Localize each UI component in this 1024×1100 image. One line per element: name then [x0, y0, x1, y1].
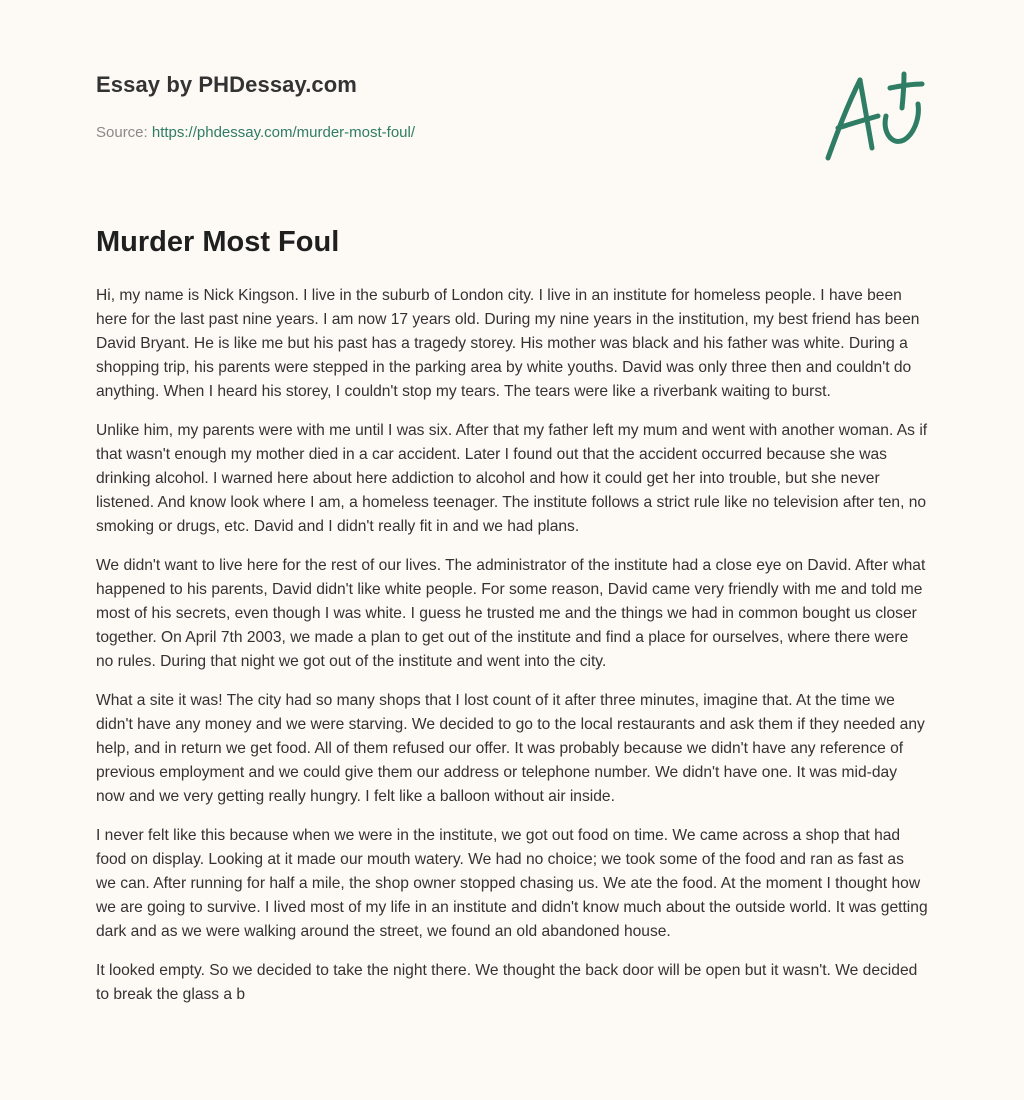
- a-plus-logo-svg: [818, 66, 930, 166]
- a-plus-logo-icon: [818, 66, 930, 166]
- essay-paragraph: Unlike him, my parents were with me until I was six. After that my father left my mum and went with another woman. As if that wasn't enough my mother died in a car accident. Later I found out that the accident occurred because she was drinking alcohol. I warned here about here addiction to alcohol and how it could get her into trouble, but she never listened. And know look where I am, a homeless teenager. The institute follows a strict rule like no television after ten, no smoking or drugs, etc. David and I didn't really fit in and we had plans.: [96, 422, 928, 535]
- source-label: Source:: [96, 124, 148, 141]
- essay-paragraph: Hi, my name is Nick Kingson. I live in the suburb of London city. I live in an institute for homeless people. I have been here for the last past nine years. I am now 17 years old. During my nine years in the institution, my best friend has been David Bryant. He is like me but his past has a tragedy storey. His mother was black and his father was white. During a shopping trip, his parents were stepped in the parking area by white youths. David was only three then and couldn't do anything. When I heard his storey, I couldn't stop my tears. The tears were like a riverbank waiting to burst.: [96, 287, 920, 400]
- source-line: [96, 124, 415, 141]
- site-title: Essay by PHDessay.com: [96, 72, 357, 97]
- essay-paragraph: It looked empty. So we decided to take the night there. We thought the back door will be open but it wasn't. We decided to break the glass a b: [96, 962, 918, 1003]
- page-header: [96, 72, 928, 141]
- essay-body: [96, 284, 928, 1022]
- source-link[interactable]: https://phdessay.com/murder-most-foul/: [151, 124, 416, 141]
- essay-title: Murder Most Foul: [96, 226, 340, 258]
- essay-paragraph: We didn't want to live here for the rest of our lives. The administrator of the institute had a close eye on David. After what happened to his parents, David didn't like white people. For some reason, David came very friendly with me and told me most of his secrets, even though I was white. I guess he trusted me and the things we had in common bought us closer together. On April 7th 2003, we made a plan to get out of the institute and find a place for ourselves, where there were no rules. During that night we got out of the institute and went into the city.: [96, 557, 926, 670]
- essay-paragraph: I never felt like this because when we were in the institute, we got out food on time. We came across a shop that had food on display. Looking at it made our mouth watery. We had no choice; we took some of the food and ran as fast as we can. After running for half a mile, the shop owner stopped chasing us. We ate the food. At the moment I thought how we are going to survive. I lived most of my life in an institute and didn't know much about the outside world. It was getting dark and as we were walking around the street, we found an old abandoned house.: [96, 827, 928, 940]
- essay-paragraph: What a site it was! The city had so many shops that I lost count of it after three minutes, imagine that. At the time we didn't have any money and we were starving. We decided to go to the local restaurants and ask them if they needed any help, and in return we get food. All of them refused our offer. It was probably because we didn't have any reference of previous employment and we could give them our address or telephone number. We didn't have one. It was mid-day now and we very getting really hungry. I felt like a balloon without air inside.: [96, 692, 925, 805]
